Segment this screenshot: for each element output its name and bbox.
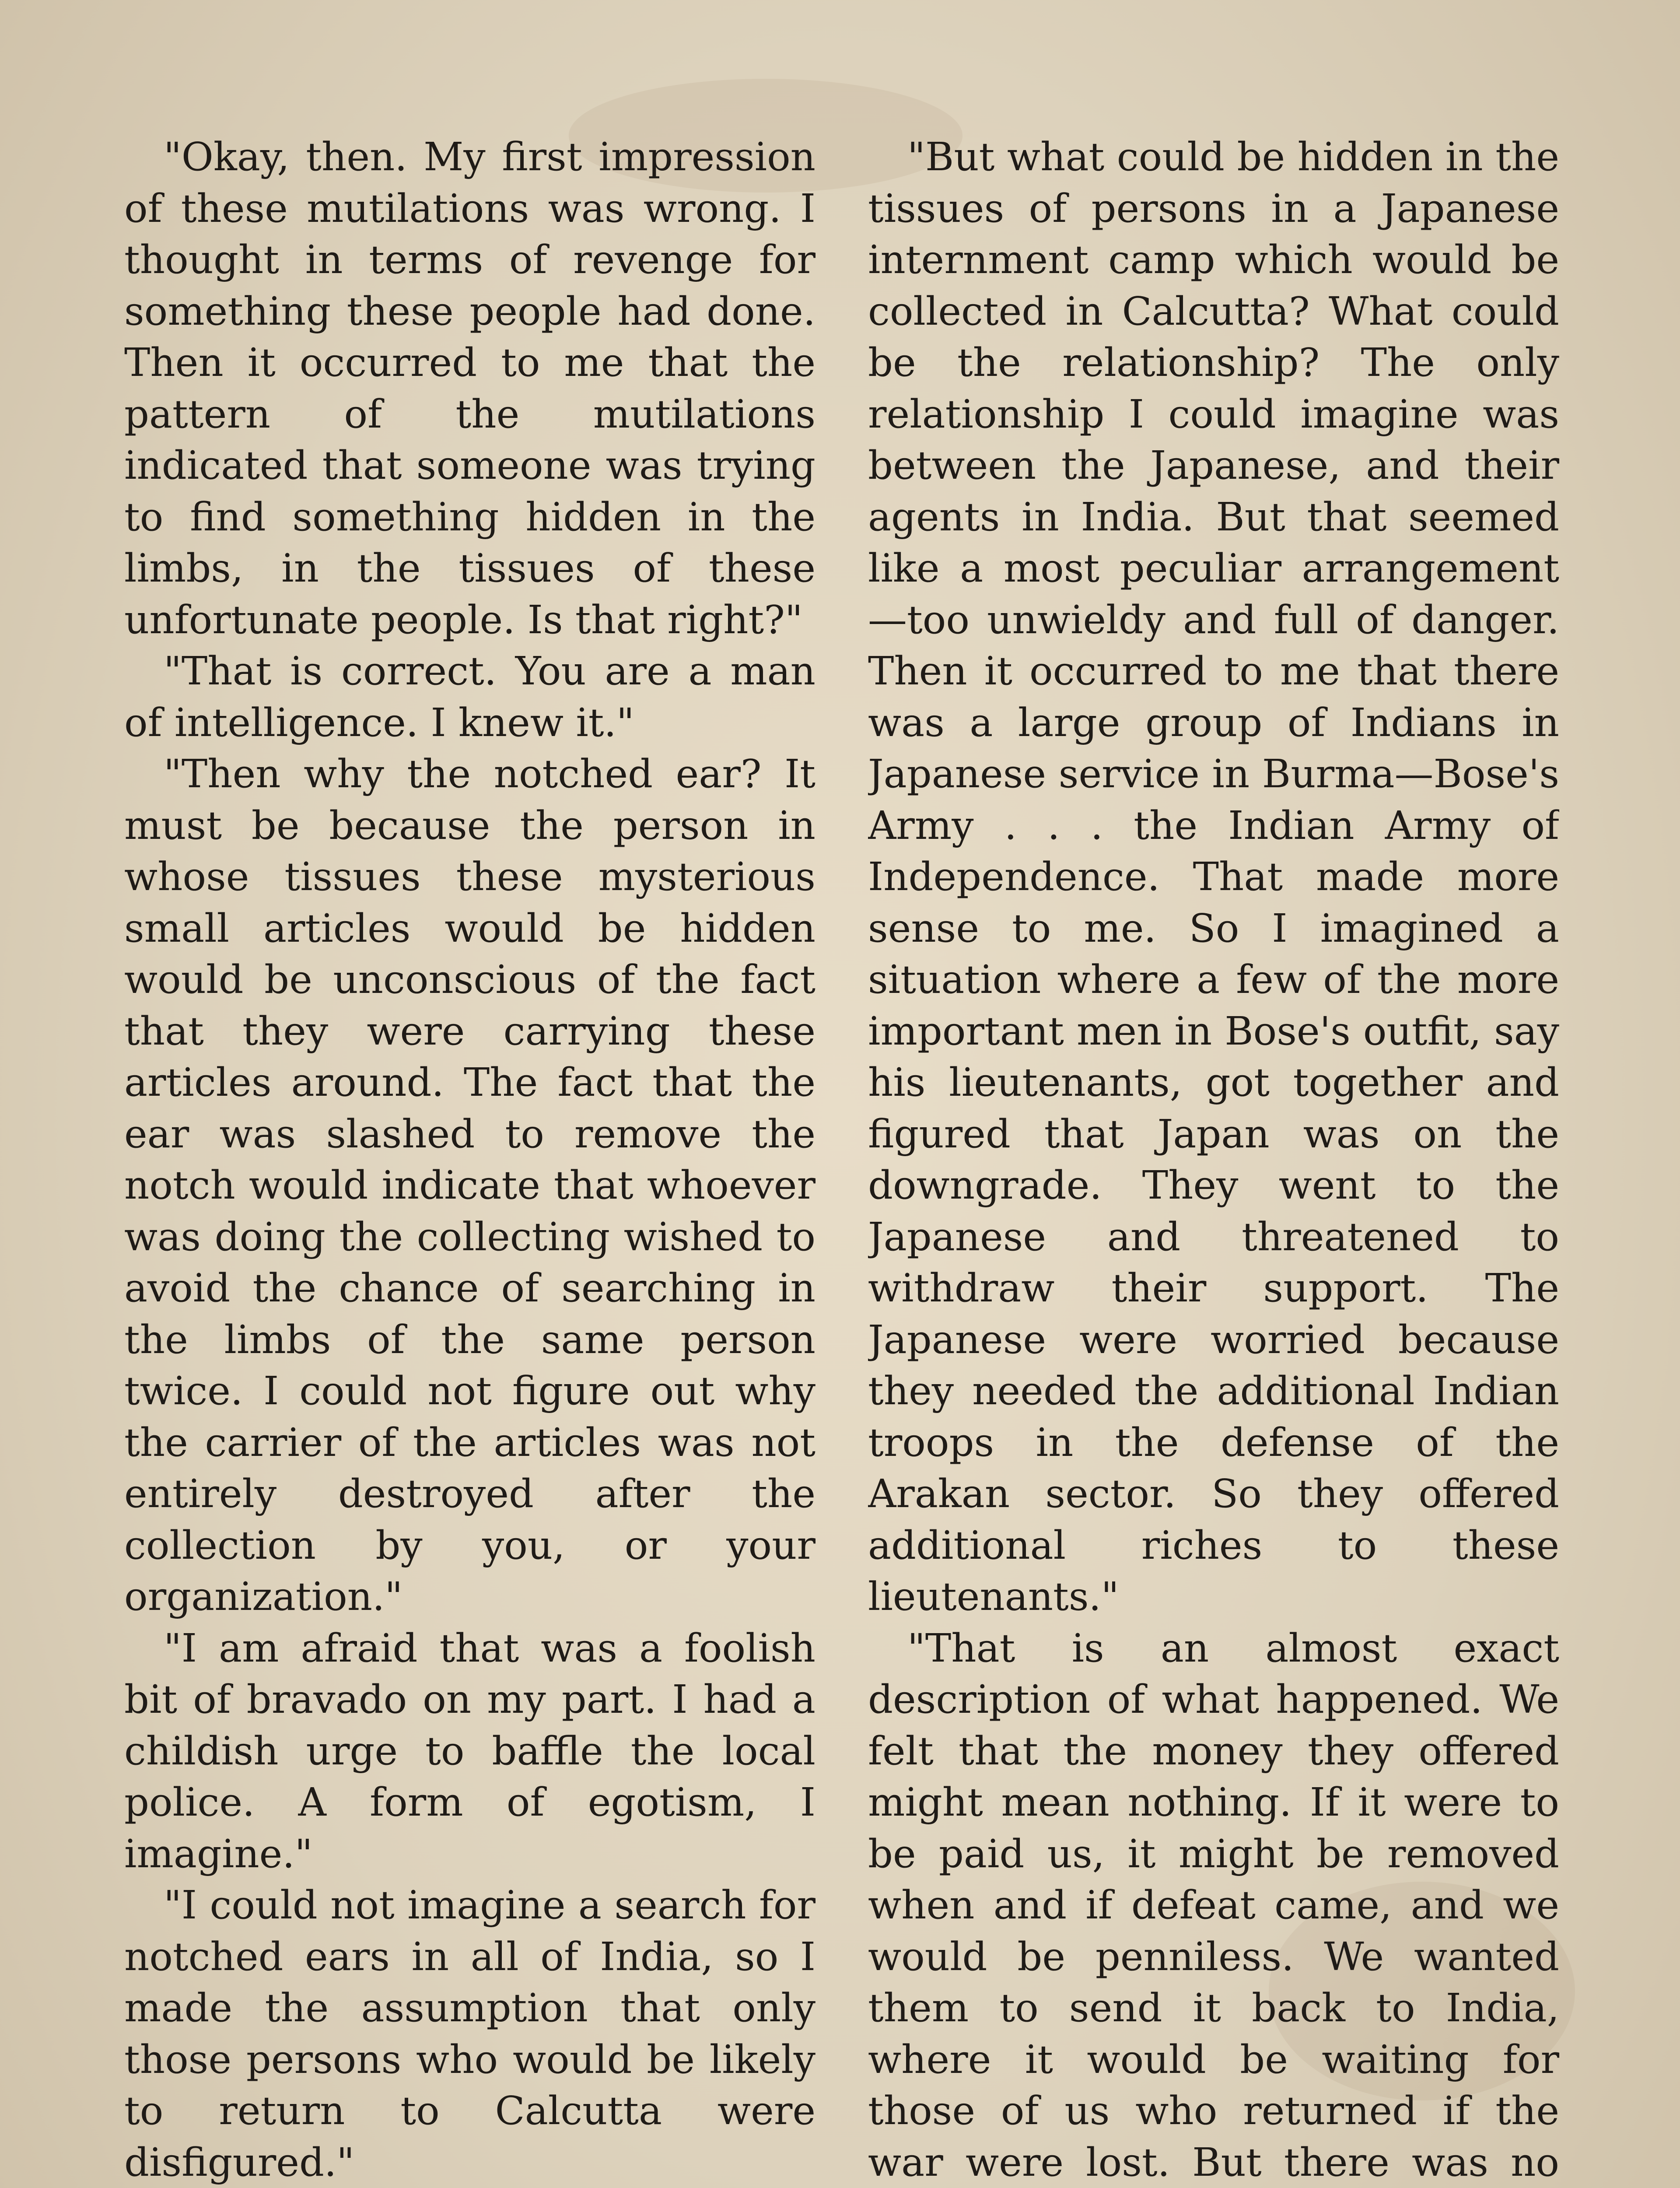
paragraph: "That is an almost exact description of what happened. We felt that the money they offered might mean nothing. If it were to be paid us, it might be removed when and if defeat came, and we would be penniless. We wanted them to send it back to India, where it would be waiting for those of us who returned if the war were lost. But there was no xyxy=(868,1625,1559,2185)
paragraph: "But what could be hidden in the tissues of persons in a Japanese internment camp which would be collected in Calcutta? What could be the relationship? The only relationship I could imagine was between the Japanese, and their agents in India. But that seemed like a most peculiar arrangement—too unwieldy and full of danger. Then it occurred to me that there was a large group of Indians in Japanese service in Burma—Bose's Army . . . the Indian Army of Independence. That made more sense to me. So I imagined a situation where a few of the more important men in Bose's outfit, say his lieutenants, got together and figured that Japan was on the downgrade. They went to the Japanese and threatened to withdraw their support. The Japanese were worried because they needed the additional Indian troops in the defense of the Arakan sector. So they offered additional riches to these lieutenants." xyxy=(868,134,1559,1619)
text-column-left xyxy=(124,131,816,2188)
paragraph: "Then why the notched ear? It must be because the person in whose tissues these mysterious small articles would be hidden would be unconscious of the fact that they were carrying these articles around. The fact that the ear was slashed to remove the notch would indicate that whoever was doing the collecting wished to avoid the chance of searching in the limbs of the same person twice. I could not figure out why the carrier of the articles was not entirely destroyed after the collection by you, or your organization." xyxy=(124,751,816,1619)
paragraph: "I could not imagine a search for notched ears in all of India, so I made the assumption that only those persons who would be likely to return to Calcutta were disfigured." xyxy=(124,1882,816,2185)
paragraph: "I am afraid that was a foolish bit of bravado on my part. I had a childish urge to baffle the local police. A form of egotism, I imagine." xyxy=(124,1625,816,1876)
paragraph: "That is correct. You are a man of intelligence. I knew it." xyxy=(124,648,816,745)
text-column-right xyxy=(868,131,1559,2188)
paragraph: "Okay, then. My first impression of these mutilations was wrong. I thought in terms of revenge for something these people had done. Then it occurred to me that the pattern of the mutilations indicated that someone was trying to find something hidden in the limbs, in the tissues of these unfortunate people. Is that right?" xyxy=(124,134,816,642)
